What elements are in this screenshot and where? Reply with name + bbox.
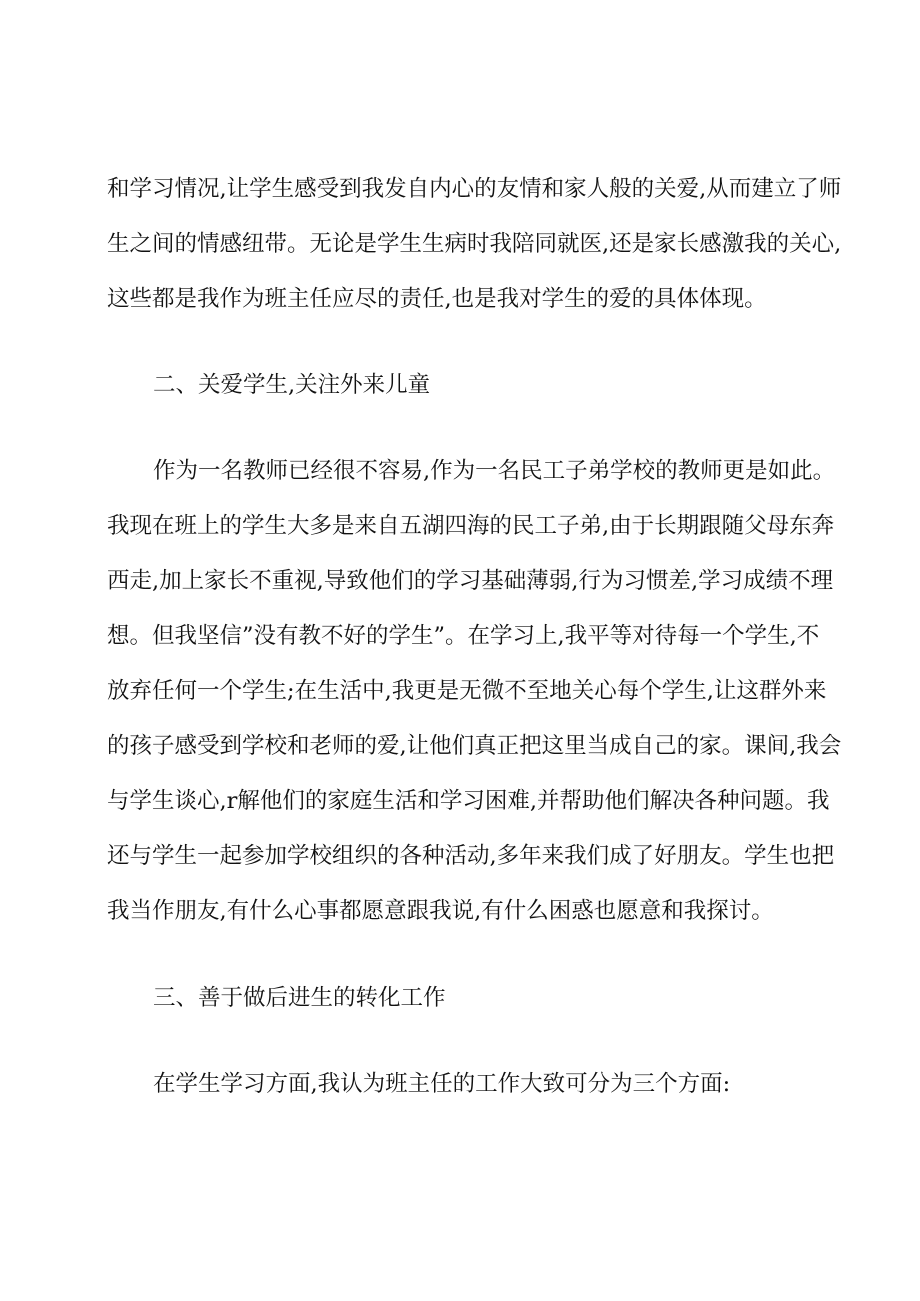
- paragraph-2-line-1: 作为一名教师已经很不容易,作为一名民工子弟学校的教师更是如此。: [153, 458, 836, 484]
- paragraph-2-line-8: 还与学生一起参加学校组织的各种活动,多年来我们成了好朋友。学生也把: [107, 843, 835, 869]
- paragraph-2-line-2: 我现在班上的学生大多是来自五湖四海的民工子弟,由于长期跟随父母东奔: [107, 513, 835, 539]
- section-heading-3: 三、善于做后进生的转化工作: [153, 985, 446, 1011]
- paragraph-2-line-3: 西走,加上家长不重视,导致他们的学习基础薄弱,行为习惯差,学习成绩不理: [107, 568, 834, 594]
- paragraph-3-line-1: 在学生学习方面,我认为班主任的工作大致可分为三个方面:: [153, 1071, 731, 1097]
- paragraph-2-line-4: 想。但我坚信”没有教不好的学生”。在学习上,我平等对待每一个学生,不: [107, 623, 820, 649]
- paragraph-1-line-1: 和学习情况,让学生感受到我发自内心的友情和家人般的关爱,从而建立了师: [107, 176, 842, 202]
- paragraph-2-line-6: 的孩子感受到学校和老师的爱,让他们真正把这里当成自己的家。课间,我会: [107, 733, 842, 759]
- paragraph-2-line-9: 我当作朋友,有什么心事都愿意跟我说,有什么困惑也愿意和我探讨。: [107, 898, 774, 924]
- section-heading-2: 二、关爱学生,关注外来儿童: [153, 372, 431, 398]
- paragraph-1-line-2: 生之间的情感纽带。无论是学生生病时我陪同就医,还是家长感激我的关心,: [107, 231, 842, 257]
- paragraph-2-line-5: 放弃任何一个学生;在生活中,我更是无微不至地关心每个学生,让这群外来: [107, 678, 827, 704]
- paragraph-2-line-7: 与学生谈心,r解他们的家庭生活和学习困难,并帮助他们解决各种问题。我: [107, 788, 830, 814]
- paragraph-1-line-3: 这些都是我作为班主任应尽的责任,也是我对学生的爱的具体体现。: [107, 286, 767, 312]
